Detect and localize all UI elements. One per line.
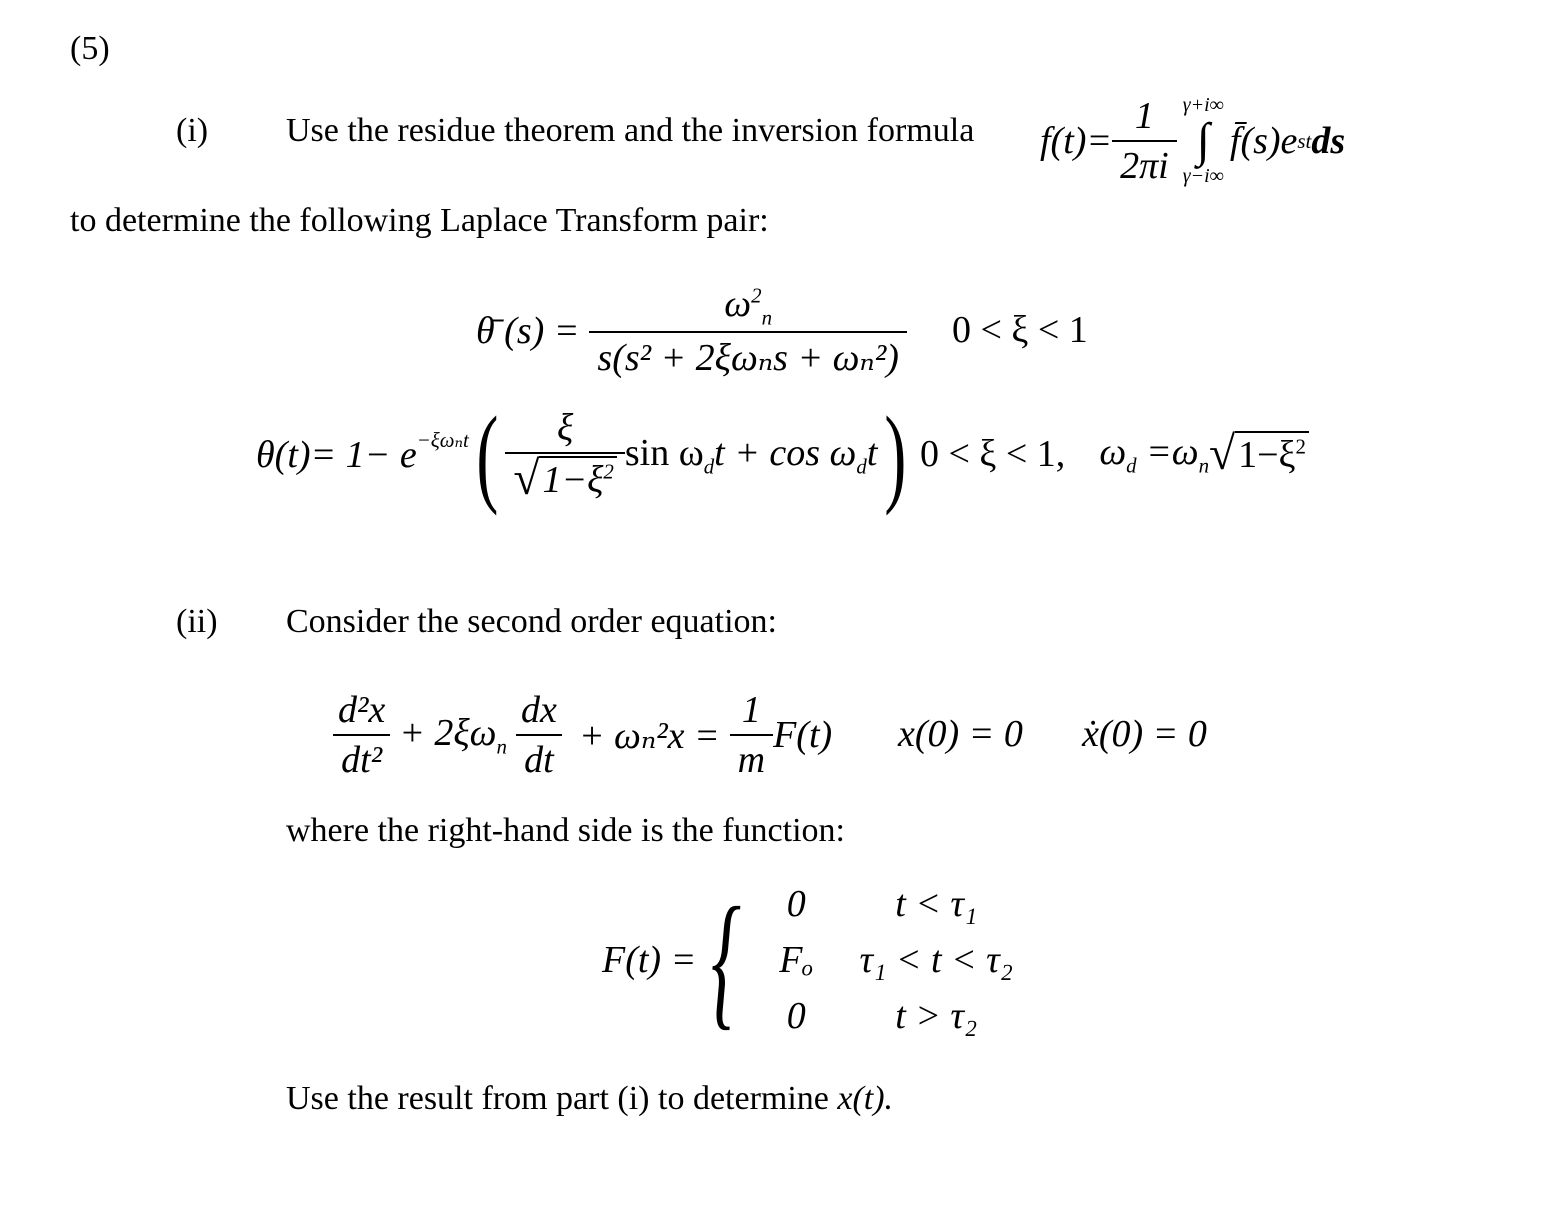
eq1-num-sub: n [761,305,773,330]
integrand: f̄(s)e [1229,120,1298,162]
case-row-3 [756,988,1036,1044]
eq2-frac-num: ξ [556,407,574,449]
ode-t1-num: d²x [338,689,386,731]
lower-limit: γ−i∞ [1182,165,1224,187]
ode-t2: + 2ξω [399,711,497,754]
omega-sqrt-content: 1−ξ [1238,433,1296,476]
piecewise-lhs: F(t) = [602,939,697,981]
eq2-rest: sin ω [624,431,704,474]
ode-t3-num: dx [520,689,557,731]
case-row-1 [756,876,1036,932]
inversion-frac-den: 2πi [1112,140,1177,188]
eq2-sqrt-sup: 2 [603,459,614,484]
ode-t6: F(t) [773,714,833,756]
piecewise-brace: { [711,877,742,1043]
omega-eq: =ω [1136,431,1199,473]
eq2-rest2: t + cos ω [714,431,857,474]
case-condition: τ₁ < t < τ₂ [859,939,1013,981]
eq1-num-sup: 2 [751,283,762,308]
case-row-2 [756,932,1036,988]
upper-limit: γ+i∞ [1182,94,1224,116]
integral-sign: ∫ [1196,114,1210,167]
integrand-exp: st [1297,128,1312,153]
eq2-exp: −ξωₙt [416,428,469,452]
differential: ds [1311,120,1346,162]
part-i-continuation: to determine the following Laplace Transform pair: [70,202,769,239]
ode-t4: + ωₙ²x = [578,714,720,757]
inversion-formula [1040,76,1345,206]
initial-condition-1: x(0) = 0 [898,713,1023,755]
problem-number: (5) [70,30,110,67]
final-text: Use the result from part (i) to determine [286,1080,829,1117]
piecewise-function [602,876,1036,1044]
omega-sqrt-sup: 2 [1295,433,1306,458]
eq2-lhs: θ(t)= 1− e [256,434,417,476]
part-i-label: (i) [176,112,209,149]
piecewise-cases [756,876,1036,1044]
eq2-condition-group [920,427,1309,480]
initial-condition-2: ẋ(0) = 0 [1082,713,1207,755]
laplace-eq-2: θ(t)= 1− e $^{-\xi\omega_nt}$ ( ξ √ $1-\xi^2$ $\sin \omega_dt + \cos \omega_dt$ ) [256,394,907,516]
ode-t5-den: m [730,734,773,782]
eq1-lhs: θ̄ (s) = [476,309,580,352]
omega-d-sub: d [1126,453,1137,478]
case-value: 0 [786,995,806,1037]
inversion-lhs: f(t)= [1040,120,1113,162]
eq1-condition: 0 < ξ < 1 [952,309,1088,351]
integral-with-limits [1183,94,1224,188]
part-ii-text: Consider the second order equation: [286,603,777,640]
laplace-eq-1 [476,282,907,380]
final-var: x(t). [837,1080,894,1117]
eq2-sqrt-content: 1−ξ [542,459,604,501]
ode-t1-den: dt² [333,734,390,782]
where-text: where the right-hand side is the function: [286,812,845,849]
eq2-condition: 0 < ξ < 1, [920,433,1066,476]
eq1-num: ω [724,283,752,325]
omega-n-sub: n [1198,453,1210,478]
ode-t5-num: 1 [741,689,761,731]
case-condition: t < τ₁ [895,883,978,925]
ode-t3-den: dt [516,734,562,782]
eq1-den: s(s² + 2ξωₙs + ωₙ²) [589,331,906,380]
case-value: 0 [786,883,806,925]
eq2-rest3: t [866,431,878,474]
part-i-text: Use the residue theorem and the inversion formula [286,112,975,149]
inversion-frac-num: 1 [1134,95,1154,137]
omega-d: ω [1099,431,1127,473]
final-instruction [286,1080,893,1118]
part-ii-label: (ii) [176,603,218,640]
ode-t2-sub: n [496,734,507,759]
omega-sqrt: √ $1-\xi^2$ [1209,431,1309,479]
second-order-ode [330,688,832,782]
eq2-rest2-sub: d [856,454,867,479]
case-condition: t > τ₂ [895,995,978,1037]
eq2-sqrt: √ $1-\xi^2$ [513,456,616,504]
case-value: Fₒ [779,939,814,981]
eq2-rest-sub: d [703,454,715,479]
